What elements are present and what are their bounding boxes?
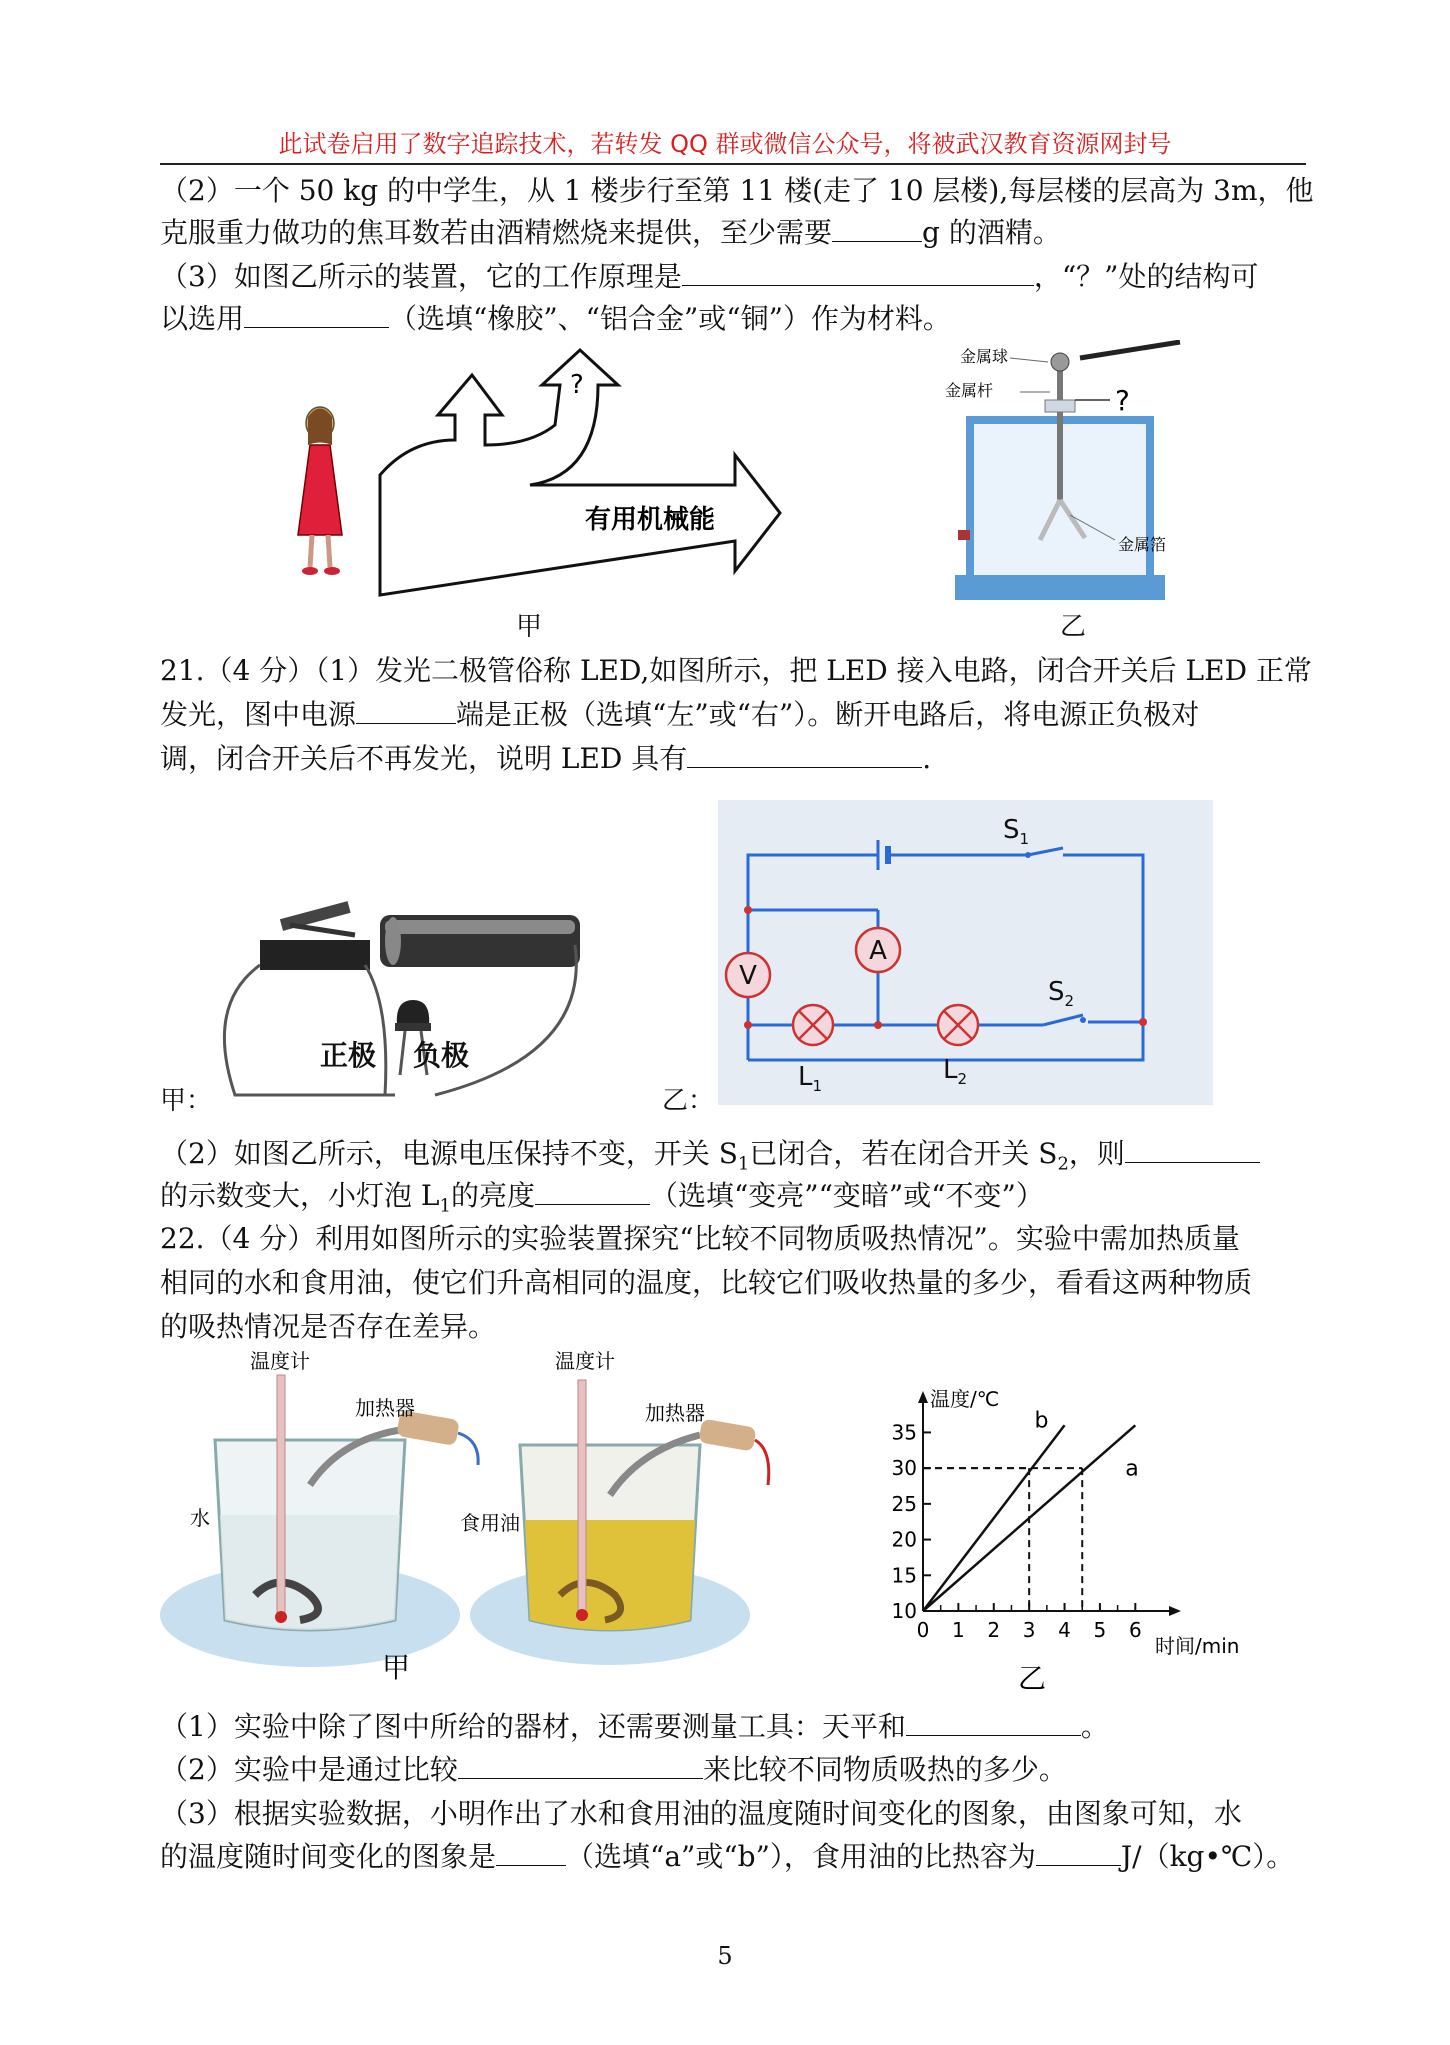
q22-part2-text-b: 来比较不同物质吸热的多少。 [702, 1753, 1067, 1786]
answer-blank[interactable] [535, 1176, 650, 1205]
series-line-b [923, 1425, 1065, 1611]
q22-line2: 相同的水和食用油，使它们升高相同的温度，比较它们吸收热量的多少，看看这两种物质 [160, 1266, 1253, 1299]
q22-part3-line2 [160, 1836, 1310, 1878]
q20-part3-line1 [160, 256, 1310, 298]
q21-part2-text-a: （2）如图乙所示，电源电压保持不变，开关 S [160, 1137, 738, 1170]
q22-part3-text-a: 的温度随时间变化的图象是 [160, 1840, 497, 1873]
x-tick-label: 3 [1022, 1618, 1036, 1642]
q21-text-a: 发光，图中电源 [160, 698, 357, 731]
q21-text-c: 调，闭合开关后不再发光，说明 LED 具有 [160, 742, 688, 775]
answer-blank[interactable] [356, 695, 456, 724]
page-number: 5 [717, 1942, 733, 1970]
q20-part3-text-b: ，“？”处的结构可 [1033, 260, 1259, 293]
q20-part2-line1: （2）一个 50 kg 的中学生，从 1 楼步行至第 11 楼(走了 10 层楼),每层楼的层高为 3m，他 [160, 174, 1314, 207]
q22-part3-text-c: J/（kg•℃）。 [1120, 1840, 1295, 1873]
y-tick-label: 30 [891, 1456, 917, 1481]
q20-part2-text-b: g 的酒精。 [922, 216, 1061, 249]
q22-line1: 22.（4 分）利用如图所示的实验装置探究“比较不同物质吸热情况”。实验中需加热质量 [160, 1222, 1240, 1255]
beakers-figure [160, 1345, 780, 1685]
electroscope-figure [920, 340, 1200, 605]
useful-mechanical-energy-label: 有用机械能 [584, 505, 716, 535]
subscript-1: 1 [737, 1153, 750, 1175]
q21-part2-text-c: ，则 [1068, 1137, 1125, 1170]
q22-part1-line [160, 1706, 1310, 1748]
q20-part2-line2 [160, 212, 1310, 254]
q22-line3: 的吸热情况是否存在差异。 [160, 1310, 497, 1343]
water-label: 水 [190, 1506, 210, 1530]
answer-blank[interactable] [244, 299, 389, 328]
x-tick-label: 6 [1128, 1618, 1142, 1642]
q22-part2-text-a: （2）实验中是通过比较 [160, 1753, 458, 1786]
oil-label: 食用油 [460, 1511, 520, 1535]
answer-blank[interactable] [1036, 1837, 1121, 1866]
chart-series [923, 1408, 1139, 1611]
q21-part2-text-e: 的亮度 [450, 1179, 535, 1212]
thermometer-label-left: 温度计 [250, 1349, 310, 1373]
temperature-time-chart [880, 1378, 1270, 1698]
metal-foil-label: 金属箔 [1118, 535, 1167, 554]
q21-line3 [160, 738, 1310, 780]
voltmeter-label: V [739, 961, 757, 991]
q20-part3-text-d: （选填“橡胶”、“铝合金”或“铜”）作为材料。 [389, 302, 951, 335]
series-label-a: a [1125, 1456, 1139, 1482]
switch-s1-label: $S_1$ [1003, 815, 1030, 848]
answer-blank[interactable] [832, 213, 922, 242]
lamp-l1-label: $L_1$ [798, 1062, 823, 1095]
q20-part3-text-a: （3）如图乙所示的装置，它的工作原理是 [160, 260, 682, 293]
heater-label-right: 加热器 [645, 1401, 705, 1425]
subscript-2: 2 [1057, 1153, 1069, 1175]
x-tick-label: 1 [952, 1618, 965, 1642]
q21-text-b: 端是正极（选填“左”或“右”）。断开电路后，将电源正负极对 [456, 698, 1200, 731]
q20-part3-text-c: 以选用 [160, 302, 245, 335]
subscript-1: 1 [439, 1195, 451, 1217]
y-axis-label: 温度/℃ [930, 1387, 1000, 1411]
figure-caption-jia: 甲： [160, 1086, 213, 1116]
answer-blank[interactable] [906, 1707, 1081, 1736]
y-tick-label: 35 [891, 1420, 917, 1445]
thermometer-label-right: 温度计 [555, 1349, 615, 1373]
positive-pole-label: 正极 [320, 1039, 377, 1072]
q21-part2-text-b: 已闭合，若在闭合开关 S [749, 1137, 1058, 1170]
x-axis-arrow [1169, 1606, 1181, 1616]
lamp-l2-label: $L_2$ [943, 1055, 968, 1088]
circuit-diagram [718, 800, 1213, 1105]
x-tick-label: 4 [1058, 1618, 1071, 1642]
figure-caption-yi: 乙： [662, 1086, 715, 1116]
metal-ball-label: 金属球 [960, 347, 1009, 366]
q20-part2-text-a: 克服重力做功的焦耳数若由酒精燃烧来提供，至少需要 [160, 216, 833, 249]
question-mark: ? [1115, 384, 1130, 417]
led-circuit-figure [215, 885, 585, 1105]
figure-caption-yi: 乙 [1060, 612, 1087, 642]
q22-part3-text-b: （选填“a”或“b”），食用油的比热容为 [566, 1840, 1036, 1873]
q21-part2-text-f: （选填“变亮”“变暗”或“不变”） [649, 1179, 1044, 1212]
answer-blank[interactable] [1125, 1134, 1260, 1163]
figure-caption-jia: 甲 [516, 612, 543, 642]
y-axis-arrow [918, 1391, 928, 1403]
watermark-notice: 此试卷启用了数字追踪技术，若转发 QQ 群或微信公众号，将被武汉教育资源网封号 [278, 130, 1172, 158]
header-rule [160, 163, 1306, 165]
q21-part2-text-d: 的示数变大，小灯泡 L [160, 1179, 440, 1212]
q22-part2-line [160, 1749, 1310, 1791]
q21-line1: 21.（4 分）（1）发光二极管俗称 LED,如图所示，把 LED 接入电路，闭合开关后 LED 正常 [160, 654, 1312, 687]
y-tick-label: 20 [891, 1527, 917, 1552]
series-label-b: b [1034, 1408, 1049, 1434]
q21-line2 [160, 694, 1310, 736]
figure-caption-yi: 乙 [1018, 1662, 1047, 1695]
answer-blank[interactable] [458, 1750, 703, 1779]
x-tick-label: 5 [1093, 1618, 1107, 1642]
girl-illustration [298, 407, 342, 575]
answer-blank[interactable] [496, 1837, 566, 1866]
y-tick-label: 15 [891, 1563, 917, 1588]
q21-text-d: . [922, 742, 932, 775]
ammeter-label: A [869, 936, 887, 966]
y-tick-label: 25 [891, 1491, 917, 1516]
answer-blank[interactable] [687, 739, 922, 768]
energy-flow-figure [280, 345, 840, 645]
q20-part3-line2 [160, 298, 1310, 340]
heater-label-left: 加热器 [355, 1396, 415, 1420]
metal-rod-label: 金属杆 [945, 381, 994, 400]
x-tick-label: 2 [987, 1618, 1001, 1642]
figure-caption-jia: 甲 [382, 1651, 411, 1684]
q22-part1-text-b: 。 [1080, 1710, 1109, 1743]
answer-blank[interactable] [682, 257, 1034, 286]
switch-s2-label: $S_2$ [1048, 977, 1075, 1010]
q22-part1-text-a: （1）实验中除了图中所给的器材，还需要测量工具：天平和 [160, 1710, 906, 1743]
q22-part3-line1: （3）根据实验数据，小明作出了水和食用油的温度随时间变化的图象，由图象可知，水 [160, 1797, 1242, 1830]
question-mark: ? [570, 370, 584, 400]
negative-pole-label: 负极 [413, 1039, 470, 1072]
x-tick-label: 0 [916, 1618, 930, 1642]
y-tick-label: 10 [891, 1599, 917, 1623]
x-axis-label: 时间/min [1155, 1634, 1240, 1658]
